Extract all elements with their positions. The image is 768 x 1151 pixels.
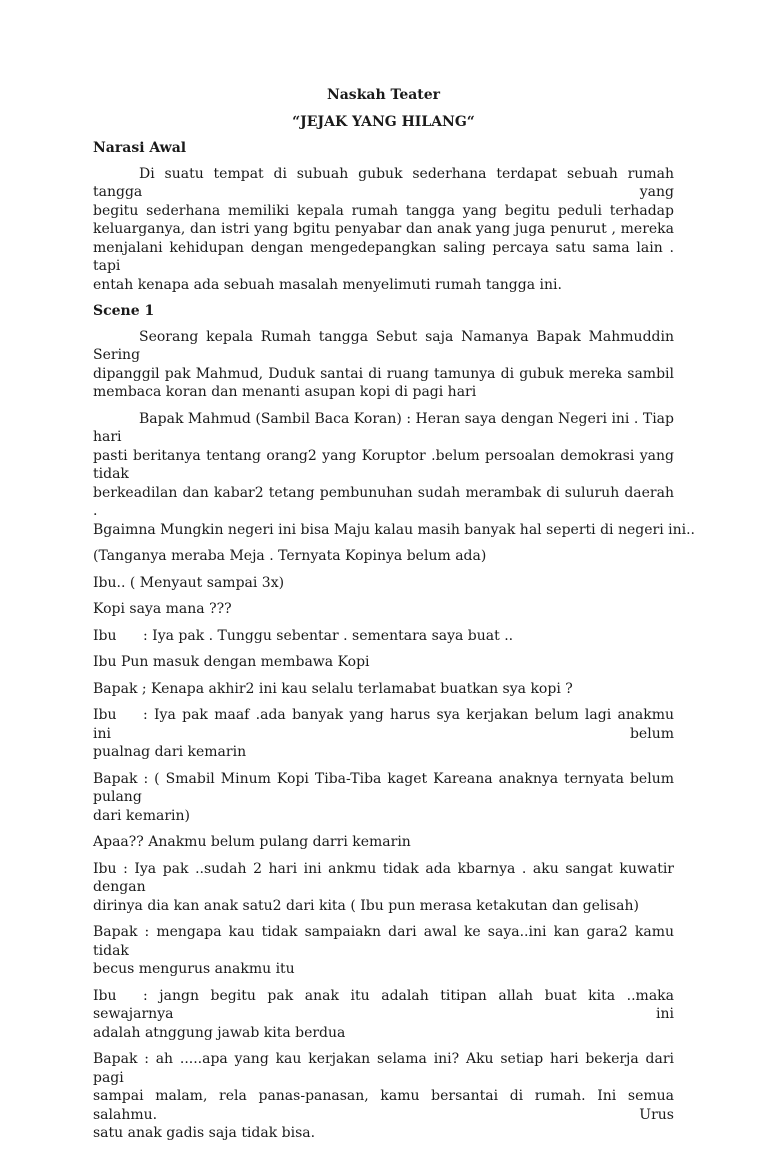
- scene-intro-line: Seorang kepala Rumah tangga Sebut saja Namanya Bapak Mahmuddin Sering: [93, 328, 674, 363]
- dialog-paragraph: [93, 987, 674, 1043]
- dialog-paragraph: [93, 680, 674, 699]
- dialog-line: becus mengurus anakmu itu: [93, 961, 295, 977]
- dialog-line: Ibu : Iya pak . Tunggu sebentar . sementara saya buat ..: [93, 627, 514, 644]
- dialog-line: Ibu : Iya pak ..sudah 2 hari ini ankmu tidak ada kbarnya . aku sangat kuwatir dengan: [93, 860, 674, 895]
- monologue-line: pasti beritanya tentang orang2 yang Koruptor .belum persoalan demokrasi yang tidak: [93, 447, 674, 482]
- narasi-heading: Narasi Awal: [93, 140, 187, 156]
- narasi-paragraph: [93, 165, 674, 295]
- dialog-line: satu anak gadis saja tidak bisa.: [93, 1125, 316, 1141]
- scene-heading: Scene 1: [93, 303, 155, 319]
- narasi-line: menjalani kehidupan dengan mengedepangkan saling percaya satu sama lain . tapi: [93, 239, 674, 274]
- dialog-section: [93, 547, 674, 1143]
- dialog-line: Bapak ; Kenapa akhir2 ini kau selalu terlamabat buatkan sya kopi ?: [93, 680, 573, 697]
- dialog-line: Apaa?? Anakmu belum pulang darri kemarin: [93, 834, 411, 850]
- dialog-line: Ibu.. ( Menyaut sampai 3x): [93, 574, 285, 591]
- dialog-paragraph: [93, 833, 674, 852]
- monologue-line: berkeadilan dan kabar2 tetang pembunuhan sudah merambak di suluruh daerah .: [93, 484, 674, 519]
- narasi-line: Di suatu tempat di subuah gubuk sederhana terdapat sebuah rumah tangga yang: [93, 165, 674, 200]
- dialog-line: Bapak : ah .....apa yang kau kerjakan selama ini? Aku setiap hari bekerja dari pagi: [93, 1051, 674, 1086]
- dialog-paragraph: [93, 653, 674, 672]
- narasi-line: entah kenapa ada sebuah masalah menyelimuti rumah tangga ini.: [93, 276, 562, 293]
- dialog-paragraph: [93, 770, 674, 826]
- document-page: [93, 86, 695, 1151]
- dialog-line: sampai malam, rela panas-panasan, kamu bersantai di rumah. Ini semua salahmu. Urus: [93, 1088, 674, 1123]
- dialog-paragraph: [93, 1050, 674, 1143]
- narasi-line: keluarganya, dan istri yang bgitu penyabar dan anak yang juga penurut , mereka: [93, 221, 674, 237]
- bapak-monologue: [93, 410, 695, 540]
- dialog-line: pualnag dari kemarin: [93, 744, 247, 760]
- dialog-line: Bapak : mengapa kau tidak sampaiakn dari awal ke saya..ini kan gara2 kamu tidak: [93, 924, 674, 959]
- dialog-line: dari kemarin): [93, 807, 190, 824]
- dialog-paragraph: [93, 600, 674, 619]
- dialog-line: Ibu : jangn begitu pak anak itu adalah titipan allah buat kita ..maka sewajarnya ini: [93, 987, 674, 1022]
- dialog-paragraph: [93, 923, 674, 979]
- speaker-label: Ibu: [93, 987, 117, 1004]
- scene-intro-line: membaca koran dan menanti asupan kopi di pagi hari: [93, 384, 477, 400]
- monologue-line: Bapak Mahmud (Sambil Baca Koran) : Heran saya dengan Negeri ini . Tiap hari: [93, 410, 674, 445]
- dialog-paragraph: [93, 706, 674, 762]
- dialog-line: Kopi saya mana ???: [93, 601, 232, 617]
- dialog-line: (Tanganya meraba Meja . Ternyata Kopinya belum ada): [93, 548, 487, 564]
- dialog-paragraph: [93, 547, 674, 566]
- scene-intro-paragraph: [93, 328, 674, 402]
- monologue-line: Bgaimna Mungkin negeri ini bisa Maju kalau masih banyak hal seperti di negeri ini..: [93, 521, 695, 538]
- dialog-line: Ibu Pun masuk dengan membawa Kopi: [93, 654, 370, 670]
- speaker-label: Ibu: [93, 707, 117, 723]
- dialog-paragraph: [93, 574, 674, 593]
- dialog-paragraph: [93, 860, 674, 916]
- narasi-line: begitu sederhana memiliki kepala rumah tangga yang begitu peduli terhadap: [93, 202, 674, 219]
- dialog-line: adalah atnggung jawab kita berdua: [93, 1024, 346, 1041]
- document-title: Naskah Teater: [326, 87, 441, 103]
- dialog-paragraph: [93, 627, 674, 646]
- play-title: “JEJAK YANG HILANG“: [292, 113, 475, 130]
- speaker-label: Ibu: [93, 627, 117, 644]
- dialog-line: Bapak : ( Smabil Minum Kopi Tiba-Tiba kaget Kareana anaknya ternyata belum pulang: [93, 770, 674, 805]
- dialog-line: Ibu : Iya pak maaf .ada banyak yang harus sya kerjakan belum lagi anakmu ini belum: [93, 707, 674, 742]
- dialog-line: dirinya dia kan anak satu2 dari kita ( Ibu pun merasa ketakutan dan gelisah): [93, 897, 639, 914]
- scene-intro-line: dipanggil pak Mahmud, Duduk santai di ruang tamunya di gubuk mereka sambil: [93, 365, 674, 382]
